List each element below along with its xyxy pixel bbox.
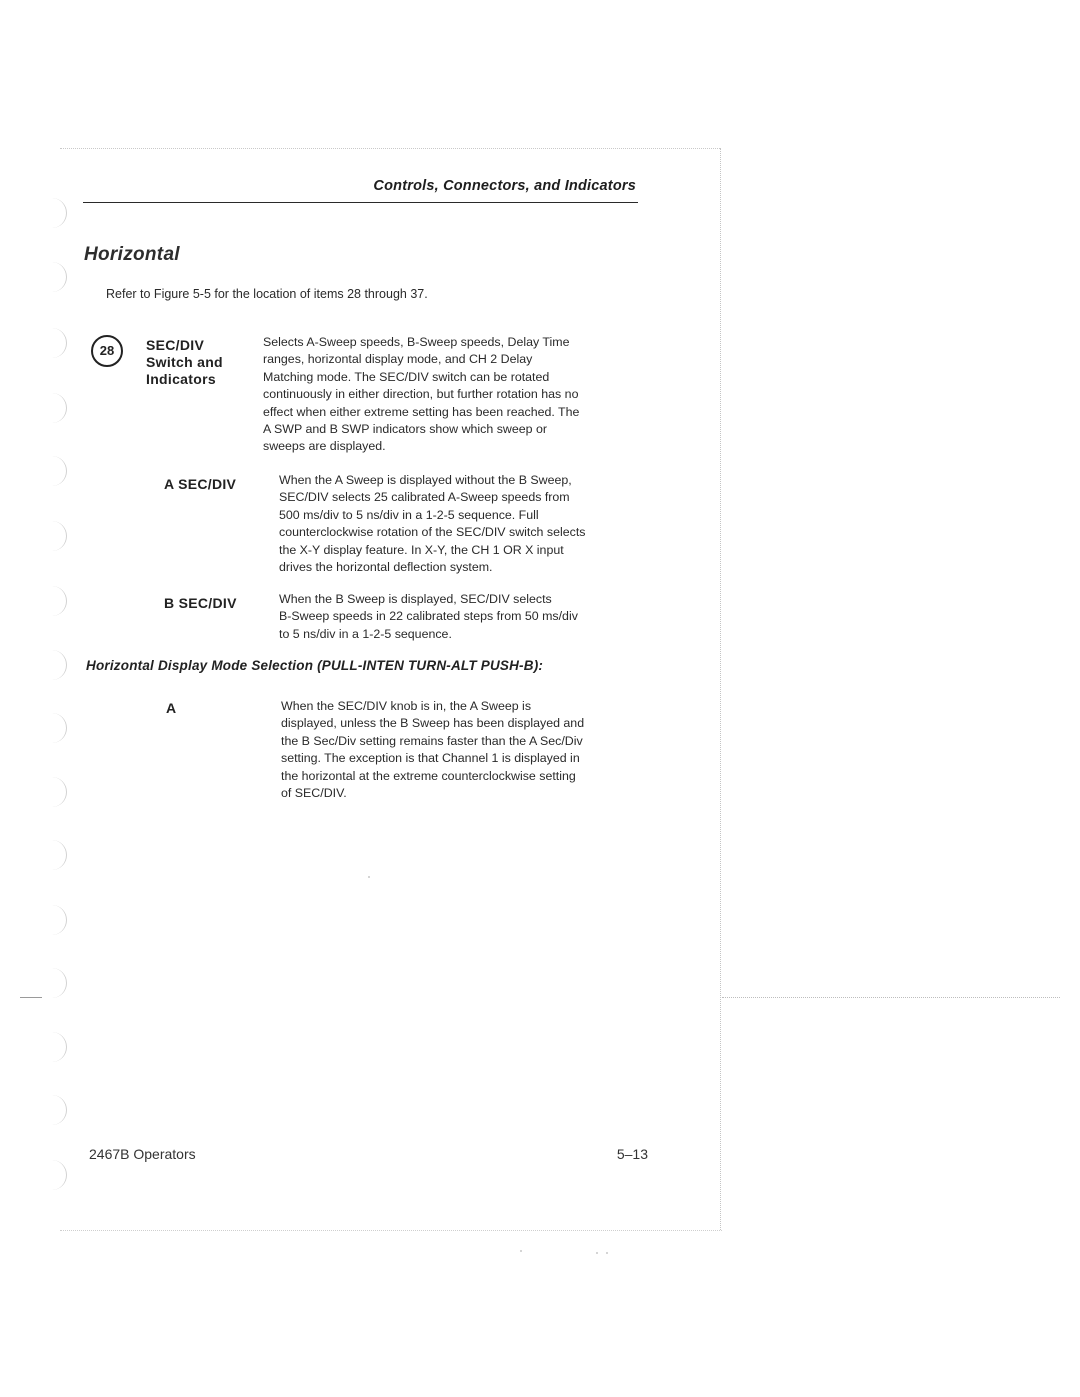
binder-hole (52, 328, 67, 358)
binder-hole (52, 456, 67, 486)
binder-hole (52, 521, 67, 551)
item-term-line: Indicators (146, 371, 216, 387)
description-line: Selects A-Sweep speeds, B-Sweep speeds, Delay Time (263, 335, 570, 349)
binder-hole (52, 713, 67, 743)
sub-item-term-b-secdiv: B SEC/DIV (164, 595, 237, 611)
description-line: to 5 ns/div in a 1-2-5 sequence. (279, 626, 452, 641)
binder-hole (52, 968, 67, 998)
crop-line-bottom (60, 1230, 722, 1231)
binder-hole (52, 586, 67, 616)
footer-page-number: 5–13 (616, 1146, 648, 1162)
item-term-line: Switch and (146, 354, 223, 370)
scan-speck (596, 1252, 598, 1254)
description-line: When the A Sweep is displayed without the B Sweep, (279, 473, 572, 487)
mode-item-description (281, 698, 584, 802)
item-term (146, 337, 223, 388)
description-line: displayed, unless the B Sweep has been displayed and (281, 716, 585, 731)
binder-hole (52, 198, 67, 228)
binder-hole (52, 1032, 67, 1062)
section-title: Horizontal (84, 244, 180, 265)
sub-item-description-b-secdiv (279, 591, 578, 643)
item-term-line: SEC/DIV (146, 337, 205, 353)
description-line: When the B Sweep is displayed, SEC/DIV selects (279, 592, 552, 606)
description-line: of SEC/DIV. (281, 786, 347, 801)
description-line: SEC/DIV selects 25 calibrated A-Sweep speeds from (279, 490, 570, 505)
sub-item-description-a-secdiv (279, 472, 585, 576)
description-line: counterclockwise rotation of the SEC/DIV switch selects (279, 525, 586, 540)
crop-line-right (720, 148, 721, 1230)
running-head: Controls, Connectors, and Indicators (373, 178, 636, 194)
description-line: setting. The exception is that Channel 1 is displayed in (281, 751, 580, 766)
mode-selection-heading: Horizontal Display Mode Selection (PULL-INTEN TURN-ALT PUSH-B): (86, 658, 544, 673)
binder-hole (52, 840, 67, 870)
margin-mark (20, 997, 42, 998)
footer-manual-title: 2467B Operators (89, 1146, 196, 1162)
description-line: effect when either extreme setting has been reached. The (263, 404, 580, 419)
sub-item-term-a-secdiv: A SEC/DIV (164, 476, 237, 492)
crop-line-side (722, 997, 1060, 998)
item-description (263, 334, 579, 456)
description-line: A SWP and B SWP indicators show which sweep or (263, 422, 547, 437)
binder-hole (52, 262, 67, 292)
binder-hole (52, 393, 67, 423)
scan-speck (368, 876, 370, 878)
mode-item-term: A (166, 700, 177, 716)
description-line: 500 ms/div to 5 ns/div in a 1-2-5 sequence. Full (279, 507, 539, 522)
description-line: the horizontal at the extreme counterclockwise setting (281, 768, 576, 783)
description-line: When the SEC/DIV knob is in, the A Sweep is (281, 699, 532, 713)
description-line: B-Sweep speeds in 22 calibrated steps from 50 ms/div (279, 609, 578, 624)
header-rule (83, 202, 638, 203)
description-line: Matching mode. The SEC/DIV switch can be rotated (263, 369, 550, 384)
intro-text: Refer to Figure 5-5 for the location of items 28 through 37. (106, 287, 428, 301)
description-line: sweeps are displayed. (263, 439, 386, 454)
description-line: the X-Y display feature. In X-Y, the CH 1 OR X input (279, 542, 564, 557)
description-line: continuously in either direction, but further rotation has no (263, 387, 579, 402)
binder-hole (52, 905, 67, 935)
scan-speck (520, 1250, 522, 1252)
binder-hole (52, 777, 67, 807)
binder-hole (52, 1160, 67, 1190)
binder-hole (52, 1095, 67, 1125)
item-number-badge: 28 (91, 335, 123, 367)
scan-speck (606, 1252, 608, 1254)
description-line: the B Sec/Div setting remains faster than the A Sec/Div (281, 733, 583, 748)
description-line: ranges, horizontal display mode, and CH 2 Delay (263, 352, 533, 367)
description-line: drives the horizontal deflection system. (279, 560, 493, 575)
crop-line-top (60, 148, 720, 149)
binder-hole (52, 650, 67, 680)
